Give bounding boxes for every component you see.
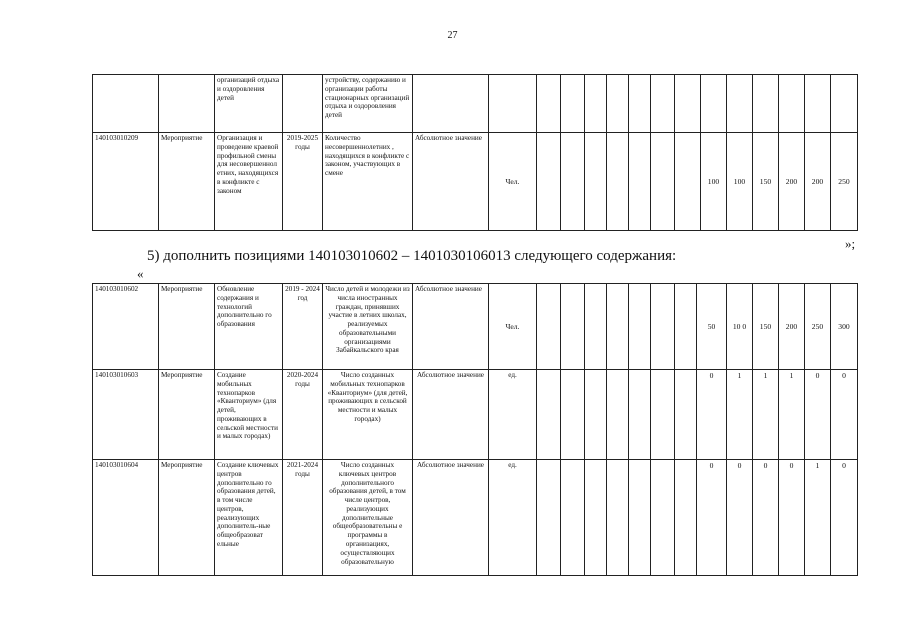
code-cell: 140103010209 [93, 133, 159, 231]
period-cell: 2019-2025 годы [283, 133, 323, 231]
indicator-cell: Количество несовершеннолетних , находящихся в конфликте с законом, участвующих в смене [323, 133, 413, 231]
value-cell: 100 [701, 133, 727, 231]
unit-cell: Чел. [489, 284, 537, 370]
type-cell: Мероприятие [159, 284, 215, 370]
indicator-cell: Число созданных мобильных технопарков «Кванториум» (для детей, проживающих в сельской местности и малых городах) [323, 370, 413, 460]
table-row [93, 284, 858, 370]
bottom-table [92, 283, 858, 576]
period-cell: 2020-2024 годы [283, 370, 323, 460]
opening-quote: « [137, 266, 144, 281]
value-cell: 0 [697, 460, 727, 576]
name-cell: Создание мобильных технопарков «Кванториум» (для детей, проживающих в сельской местности и малых городах) [215, 370, 283, 460]
value-cell: 0 [779, 460, 805, 576]
table-row [93, 460, 858, 576]
value-cell: 0 [727, 460, 753, 576]
value-cell: 10 0 [727, 284, 753, 370]
table-row [93, 133, 858, 231]
value-cell: 50 [697, 284, 727, 370]
name-cell: Создание ключевых центров дополнительно го образования детей, в том числе центров, реализующих дополнитель-ные общеобразоват ельные [215, 460, 283, 576]
value-cell: 0 [831, 370, 858, 460]
type-cell: Мероприятие [159, 133, 215, 231]
value-type-cell: Абсолютное значение [413, 370, 489, 460]
value-cell: 0 [697, 370, 727, 460]
value-cell: 200 [779, 133, 805, 231]
top-table [92, 74, 858, 231]
value-type-cell: Абсолютное значение [413, 133, 489, 231]
value-cell: 0 [831, 460, 858, 576]
section-heading: 5) дополнить позициями 140103010602 – 1401030106013 следующего содержания: [147, 248, 677, 264]
value-type-cell: Абсолютное значение [413, 284, 489, 370]
unit-cell: ед. [489, 370, 537, 460]
table-row [93, 370, 858, 460]
code-cell: 140103010604 [93, 460, 159, 576]
value-cell: 200 [779, 284, 805, 370]
value-cell: 250 [805, 284, 831, 370]
indicator-cell: устройству, содержанию и организации работы стационарных организаций отдыха и оздоровления детей [323, 75, 413, 133]
value-cell: 250 [831, 133, 858, 231]
value-cell: 300 [831, 284, 858, 370]
code-cell: 140103010603 [93, 370, 159, 460]
value-cell: 0 [805, 370, 831, 460]
value-cell: 100 [727, 133, 753, 231]
value-type-cell: Абсолютное значение [413, 460, 489, 576]
value-cell: 0 [753, 460, 779, 576]
value-cell: 150 [753, 284, 779, 370]
code-cell: 140103010602 [93, 284, 159, 370]
unit-cell: ед. [489, 460, 537, 576]
name-cell: организаций отдыха и оздоровления детей [215, 75, 283, 133]
value-cell: 1 [753, 370, 779, 460]
period-cell: 2019 - 2024 год [283, 284, 323, 370]
type-cell: Мероприятие [159, 460, 215, 576]
closing-quote: »; [845, 236, 856, 251]
value-cell: 1 [779, 370, 805, 460]
unit-cell: Чел. [489, 133, 537, 231]
value-cell: 200 [805, 133, 831, 231]
type-cell: Мероприятие [159, 370, 215, 460]
indicator-cell: Число созданных ключевых центров дополнительного образования детей, в том числе центров, реализующих дополнительные общеобразовательны е программы в организациях, осуществляющих образовательную [323, 460, 413, 576]
value-cell: 1 [727, 370, 753, 460]
name-cell: Обновление содержания и технологий дополнительно го образования [215, 284, 283, 370]
value-cell: 1 [805, 460, 831, 576]
page-number: 27 [447, 30, 458, 41]
value-cell: 150 [753, 133, 779, 231]
name-cell: Организация и проведение краевой профильной смены для несовершеннол етних, находящихся в конфликте с законом [215, 133, 283, 231]
indicator-cell: Число детей и молодежи из числа иностранных граждан, принявших участие в летних школах, реализуемых образовательными организациями Забайкальского края [323, 284, 413, 370]
table-row [93, 75, 858, 133]
period-cell: 2021-2024 годы [283, 460, 323, 576]
